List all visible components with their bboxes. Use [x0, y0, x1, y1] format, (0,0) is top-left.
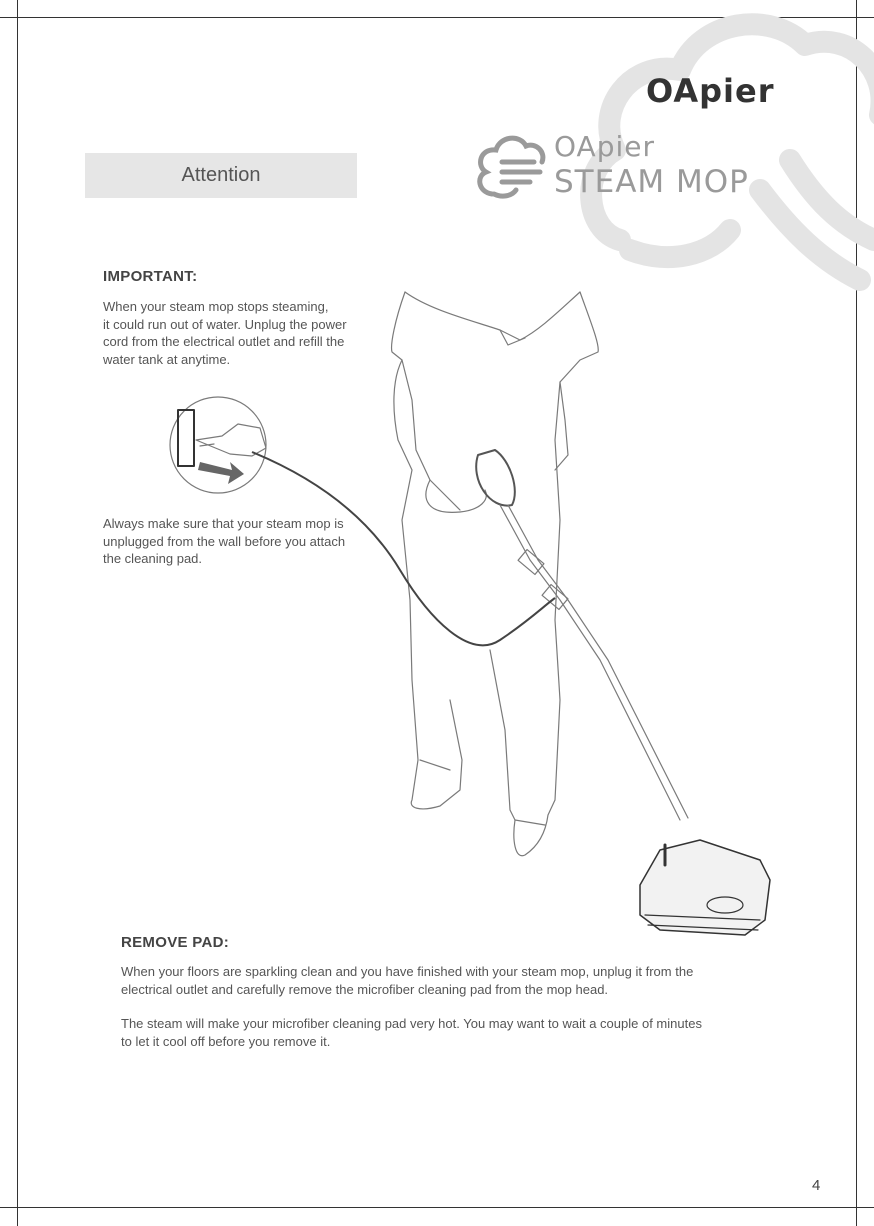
- attach-note-line: Always make sure that your steam mop is: [103, 516, 344, 531]
- outlet-inset-circle: [170, 397, 266, 493]
- remove-pad-heading: REMOVE PAD:: [121, 934, 230, 951]
- product-logo-brand: OApier: [554, 130, 655, 163]
- power-cord: [252, 452, 555, 645]
- page-number: 4: [812, 1177, 821, 1194]
- brand-logo-top: OApier: [646, 72, 775, 110]
- remove-pad-line: The steam will make your microfiber cleaning pad very hot. You may want to wait a couple of minutes: [121, 1016, 702, 1031]
- important-line: water tank at anytime.: [103, 351, 231, 367]
- remove-pad-line: When your floors are sparkling clean and you have finished with your steam mop, unplug it from the: [121, 964, 694, 979]
- section-tab-label: Attention: [181, 164, 261, 186]
- product-logo-name: STEAM MOP: [554, 164, 749, 200]
- attach-note-line: unplugged from the wall before you attach: [103, 533, 346, 549]
- important-heading: IMPORTANT:: [103, 268, 198, 285]
- remove-pad-paragraph-1: [121, 963, 693, 998]
- important-line: When your steam mop stops steaming,: [103, 299, 329, 314]
- mop-head: [640, 840, 770, 935]
- important-line: it could run out of water. Unplug the power: [103, 316, 347, 332]
- remove-pad-line: electrical outlet and carefully remove the microfiber cleaning pad from the mop head.: [121, 981, 609, 997]
- attach-note-line: the cleaning pad.: [103, 551, 203, 566]
- remove-pad-paragraph-2: [121, 1015, 702, 1050]
- remove-pad-line: to let it cool off before you remove it.: [121, 1033, 331, 1049]
- important-line: cord from the electrical outlet and refill the: [103, 334, 345, 349]
